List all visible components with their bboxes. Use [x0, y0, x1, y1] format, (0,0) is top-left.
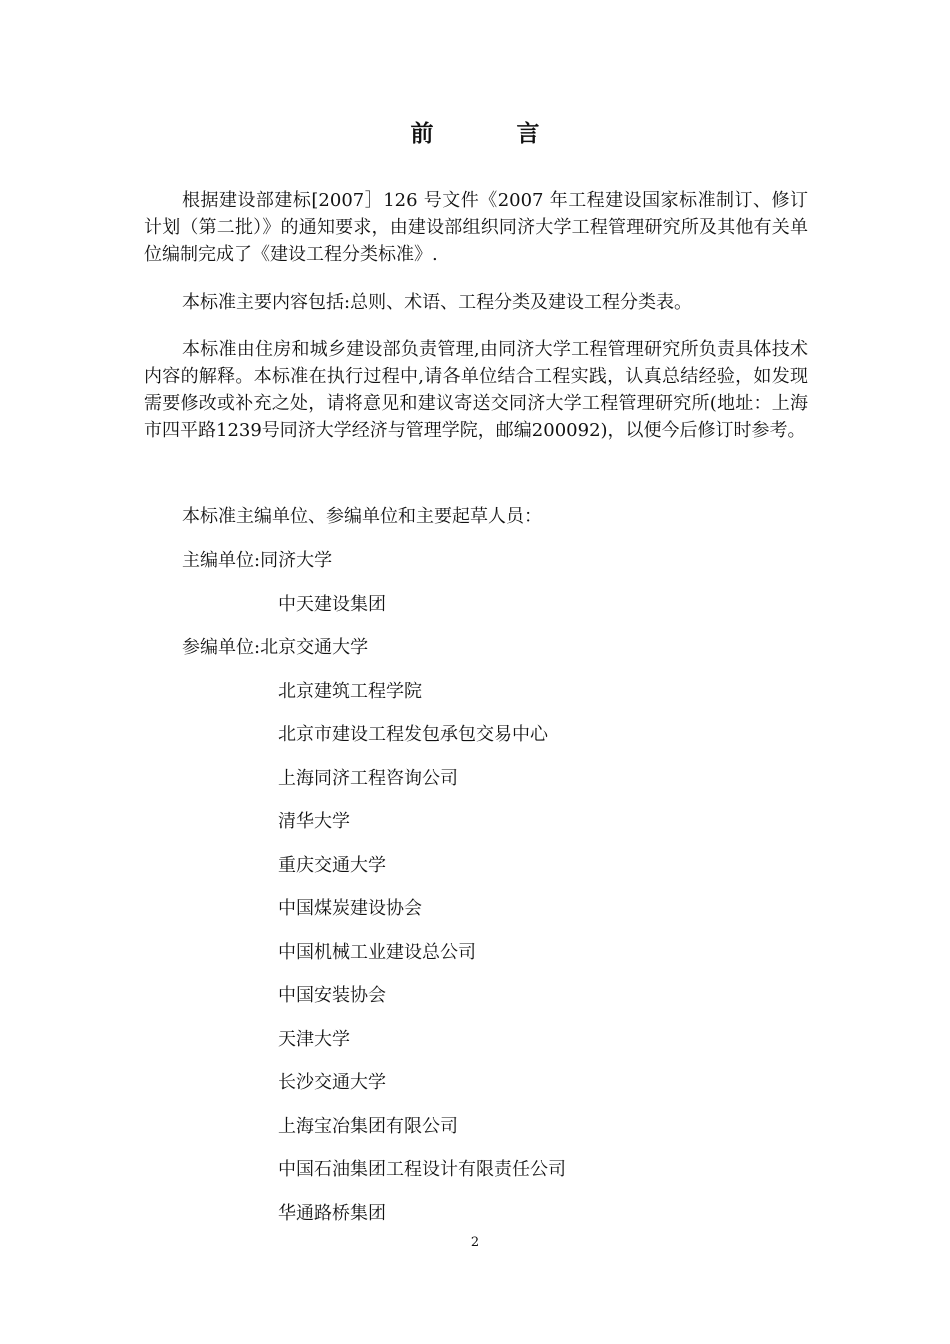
chief-unit-item: 中天建设集团 — [278, 594, 386, 615]
participating-unit-item: 北京建筑工程学院 — [278, 681, 422, 702]
participating-units-label: 参编单位: — [182, 637, 261, 658]
participating-unit-item: 上海同济工程咨询公司 — [278, 768, 458, 789]
participating-unit-item: 北京市建设工程发包承包交易中心 — [278, 724, 548, 745]
paragraph-text: 本标准由住房和城乡建设部负责管理,由同济大学工程管理研究所负责具体技术内容的解释。本标准在执行过程中,请各单位结合工程实践，认真总结经验，如发现需要修改或补充之处，请将意见和建议寄送交同济大学工程管理研究所(地址：上海市四平路1239号同济大学经济与管理学院，邮编200092)，以便今后修订时参考。 — [144, 339, 808, 441]
paragraph-text: 本标准主要内容包括:总则、术语、工程分类及建设工程分类表。 — [182, 292, 693, 313]
page-title: 前 言 — [410, 120, 570, 147]
participating-unit-item: 清华大学 — [278, 811, 350, 832]
participating-unit-item: 华通路桥集团 — [278, 1203, 386, 1224]
chief-unit-item: 同济大学 — [260, 550, 333, 571]
participating-unit-item: 长沙交通大学 — [278, 1072, 386, 1093]
participating-unit-item: 中国机械工业建设总公司 — [278, 942, 476, 963]
participating-unit-item: 北京交通大学 — [260, 637, 369, 658]
paragraph-text: 本标准主编单位、参编单位和主要起草人员： — [182, 506, 542, 527]
chief-units-label: 主编单位: — [182, 550, 261, 571]
participating-unit-item: 天津大学 — [278, 1029, 350, 1050]
participating-unit-item: 中国煤炭建设协会 — [278, 898, 422, 919]
page-number: 2 — [470, 1235, 480, 1250]
participating-units-line — [182, 634, 368, 661]
participating-unit-item: 重庆交通大学 — [278, 855, 386, 876]
participating-unit-item: 上海宝冶集团有限公司 — [278, 1116, 458, 1137]
paragraph-text: 根据建设部建标[2007］126 号文件《2007 年工程建设国家标准制订、修订计划（第二批）》的通知要求，由建设部组织同济大学工程管理研究所及其他有关单位编制完成了《建设工程分类标准》. — [144, 190, 808, 265]
participating-unit-item: 中国石油集团工程设计有限责任公司 — [278, 1159, 566, 1180]
chief-units-line — [182, 547, 332, 574]
participating-unit-item: 中国安装协会 — [278, 985, 386, 1006]
